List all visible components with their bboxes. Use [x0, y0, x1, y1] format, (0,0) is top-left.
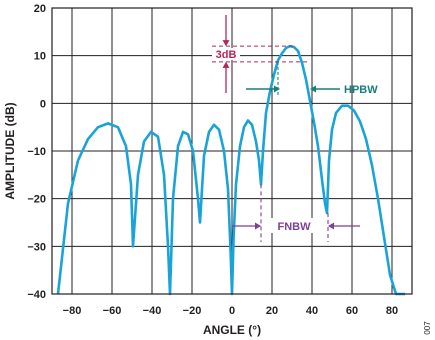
- fnbw-label: FNBW: [277, 221, 311, 233]
- x-tick-label: 0: [228, 305, 236, 317]
- x-tick-label: 20: [265, 305, 279, 317]
- x-tick-label: −60: [102, 305, 122, 317]
- x-tick-label: 40: [305, 305, 319, 317]
- 3db-label: 3dB: [215, 48, 237, 61]
- x-tick-label: −40: [142, 305, 162, 317]
- y-tick-label: 10: [33, 50, 46, 63]
- x-axis-label: ANGLE (°): [202, 323, 262, 337]
- hpbw-label: HPBW: [344, 84, 378, 96]
- y-tick-label: −10: [27, 146, 46, 158]
- y-axis-label: AMPLITUDE (dB): [3, 102, 17, 200]
- y-tick-label: 20: [33, 3, 46, 15]
- x-tick-label: 60: [345, 305, 359, 317]
- y-tick-label: 0: [39, 98, 46, 111]
- x-tick-label: −20: [182, 305, 202, 317]
- y-tick-label: −40: [27, 289, 46, 301]
- x-tick-label: 80: [385, 305, 399, 317]
- y-tick-label: −20: [27, 193, 46, 206]
- figure-code: 007: [423, 321, 432, 335]
- x-tick-label: −80: [62, 305, 82, 317]
- y-tick-label: −30: [27, 241, 46, 254]
